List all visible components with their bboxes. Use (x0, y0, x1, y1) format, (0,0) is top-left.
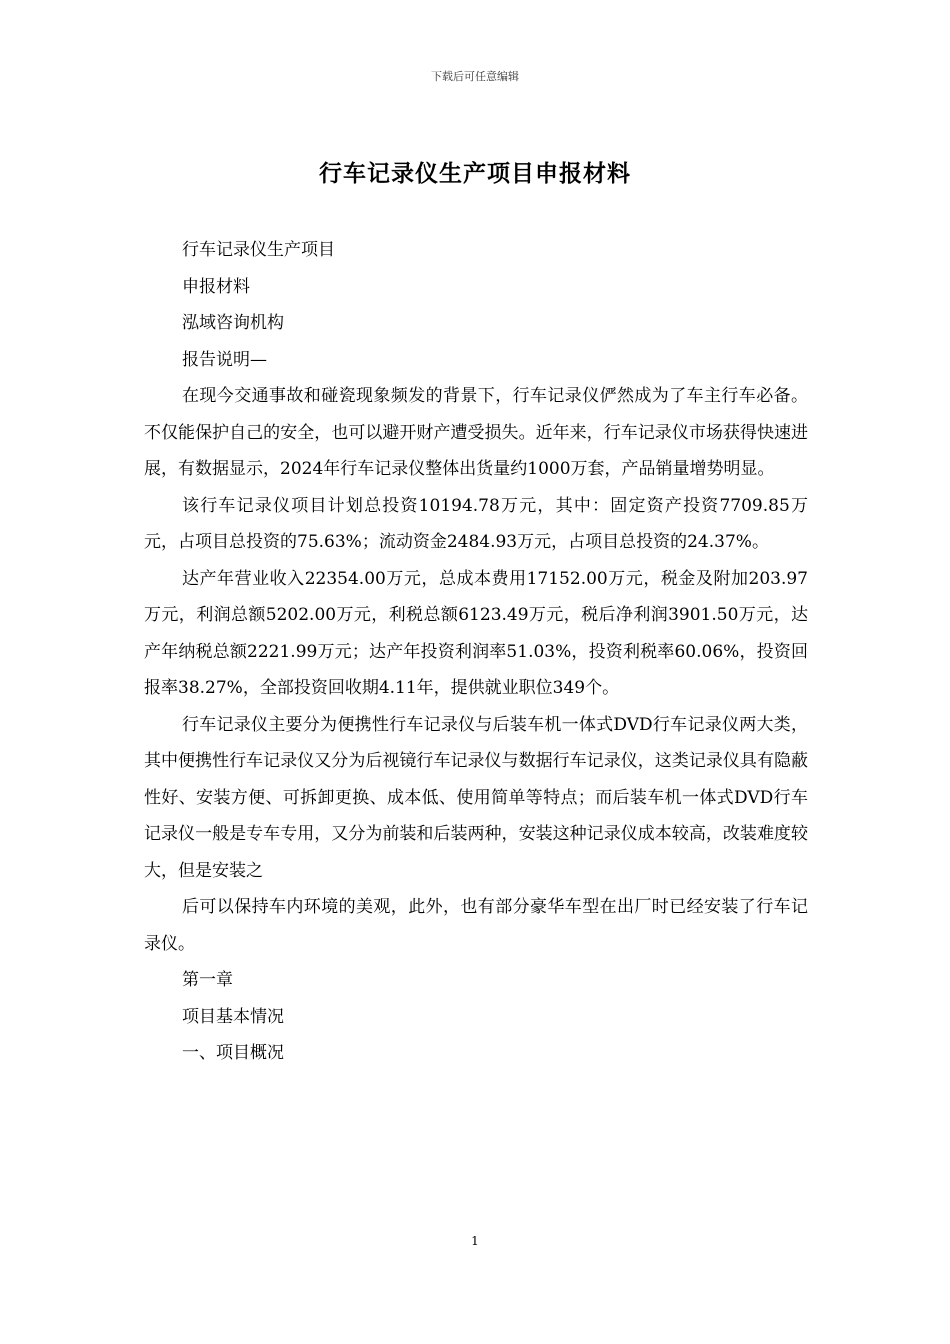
paragraph-investment: 该行车记录仪项目计划总投资10194.78万元，其中：固定资产投资7709.85万元，占项目总投资的75.63%；流动资金2484.93万元，占项目总投资的24.37%。 (144, 495, 808, 552)
paragraph-continuation: 后可以保持车内环境的美观，此外，也有部分豪华车型在出厂时已经安装了行车记录仪。 (144, 897, 808, 954)
paragraph-background: 在现今交通事故和碰瓷现象频发的背景下，行车记录仪俨然成为了车主行车必备。不仅能保护自己的安全，也可以避开财产遭受损失。近年来，行车记录仪市场获得快速进展，有数据显示，2024年行车记录仪整体出货量约1000万套，产品销量增势明显。 (144, 386, 808, 479)
document-body (144, 232, 808, 1072)
paragraph-product-types: 行车记录仪主要分为便携性行车记录仪与后装车机一体式DVD行车记录仪两大类，其中便携性行车记录仪又分为后视镜行车记录仪与数据行车记录仪，这类记录仪具有隐蔽性好、安装方便、可拆卸更换、成本低、使用简单等特点；而后装车机一体式DVD行车记录仪一般是专车专用，又分为前装和后装两种，安装这种记录仪成本较高，改装难度较大，但是安装之 (144, 714, 808, 881)
chapter-heading: 第一章 (182, 970, 233, 990)
intro-line-project-name: 行车记录仪生产项目 (182, 240, 335, 260)
page-header-note: 下载后可任意编辑 (431, 70, 519, 83)
document-title: 行车记录仪生产项目申报材料 (319, 160, 631, 187)
page-number: 1 (471, 1234, 479, 1248)
intro-line-application: 申报材料 (182, 276, 250, 297)
paragraph-financials: 达产年营业收入22354.00万元，总成本费用17152.00万元，税金及附加203.97万元，利润总额5202.00万元，利税总额6123.49万元，税后净利润3901.50万元，达产年纳税总额2221.99万元；达产年投资利润率51.03%，投资利税率60.06%，投资回报率38.27%，全部投资回收期4.11年，提供就业职位349个。 (144, 568, 808, 698)
section-heading: 一、项目概况 (182, 1043, 284, 1063)
chapter-subtitle: 项目基本情况 (182, 1006, 284, 1027)
intro-line-organization: 泓域咨询机构 (182, 313, 284, 333)
intro-line-report-note: 报告说明— (182, 349, 267, 370)
